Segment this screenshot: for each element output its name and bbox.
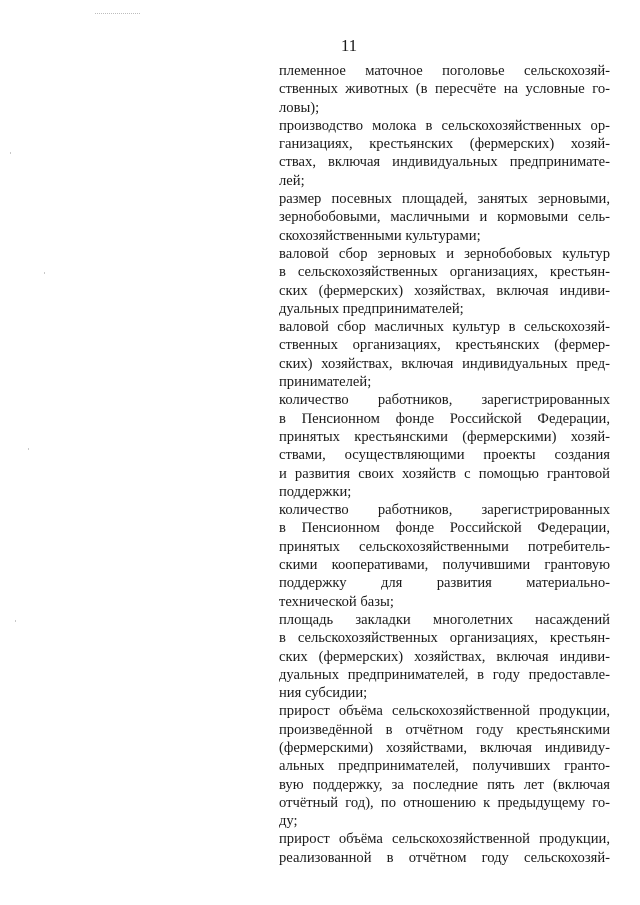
scan-speck (15, 620, 16, 622)
text-line: скими кооперативами, получившими грантовую (279, 557, 610, 574)
text-line: количество работников, зарегистрированных (279, 502, 610, 519)
text-line: прирост объёма сельскохозяйственной продукции, (279, 831, 610, 848)
paragraph (279, 245, 610, 318)
text-line: дуальных предпринимателей; (279, 300, 464, 317)
text-line: ских) хозяйствах, включая индивидуальных пред- (279, 355, 610, 372)
text-line: произведённой в отчётном году крестьянскими (279, 721, 610, 738)
text-line: валовой сбор зерновых и зернобобовых культур (279, 245, 610, 262)
text-line: размер посевных площадей, занятых зерновыми, (279, 191, 610, 208)
text-line: производство молока в сельскохозяйственных ор- (279, 117, 610, 134)
text-line: технической базы; (279, 593, 394, 610)
paragraph (279, 117, 610, 190)
text-line: площадь закладки многолетних насаждений (279, 611, 610, 628)
text-line: принятых сельскохозяйственными потребитель- (279, 538, 610, 555)
text-line: и развития своих хозяйств с помощью грантовой (279, 465, 610, 482)
page-number: 11 (340, 36, 358, 55)
text-line: в Пенсионном фонде Российской Федерации, (279, 520, 610, 537)
text-line: ских (фермерских) хозяйствах, включая индиви- (279, 648, 610, 665)
text-line: ду; (279, 813, 298, 830)
paragraph (279, 830, 610, 867)
paragraph (279, 391, 610, 501)
scan-artifact-mark (95, 13, 140, 15)
text-line: отчётный год), по отношению к предыдущему го- (279, 794, 610, 811)
text-line: вую поддержку, за последние пять лет (включая (279, 776, 610, 793)
text-line: зернобобовыми, масличными и кормовыми сель- (279, 209, 610, 226)
text-line: в Пенсионном фонде Российской Федерации, (279, 410, 610, 427)
text-line: количество работников, зарегистрированных (279, 392, 610, 409)
text-line: ствах, включая индивидуальных предпринимате- (279, 154, 610, 171)
text-line: валовой сбор масличных культур в сельскохозяй- (279, 319, 610, 336)
text-line: ловы); (279, 99, 320, 116)
text-line: дуальных предпринимателей, в году предоставле- (279, 666, 610, 683)
scan-speck (44, 272, 45, 274)
text-line: лей; (279, 172, 305, 189)
paragraph (279, 190, 610, 245)
text-line: поддержки; (279, 483, 352, 500)
text-line: скохозяйственными культурами; (279, 227, 481, 244)
text-line: ственных организациях, крестьянских (фермер- (279, 337, 610, 354)
document-body (279, 62, 610, 867)
text-line: ния субсидии; (279, 685, 368, 702)
scan-speck (10, 152, 11, 154)
text-line: (фермерскими) хозяйствами, включая индивиду- (279, 739, 610, 756)
scan-speck (28, 448, 29, 450)
text-line: ствами, осуществляющими проекты создания (279, 447, 610, 464)
text-line: принимателей; (279, 374, 372, 391)
paragraph (279, 501, 610, 611)
paragraph (279, 702, 610, 830)
text-line: в сельскохозяйственных организациях, крестьян- (279, 630, 610, 647)
text-line: ских (фермерских) хозяйствах, включая индиви- (279, 282, 610, 299)
text-line: прирост объёма сельскохозяйственной продукции, (279, 703, 610, 720)
text-line: реализованной в отчётном году сельскохозяй- (279, 849, 610, 866)
paragraph (279, 62, 610, 117)
text-line: принятых крестьянскими (фермерскими) хозяй- (279, 428, 610, 445)
paragraph (279, 611, 610, 702)
text-line: альных предпринимателей, получивших гранто- (279, 758, 610, 775)
text-line: ганизациях, крестьянских (фермерских) хозяй- (279, 136, 610, 153)
text-line: ственных животных (в пересчёте на условные го- (279, 81, 610, 98)
text-line: племенное маточное поголовье сельскохозяй- (279, 63, 610, 79)
text-line: поддержку для развития материально- (279, 575, 610, 592)
text-line: в сельскохозяйственных организациях, крестьян- (279, 264, 610, 281)
paragraph (279, 318, 610, 391)
